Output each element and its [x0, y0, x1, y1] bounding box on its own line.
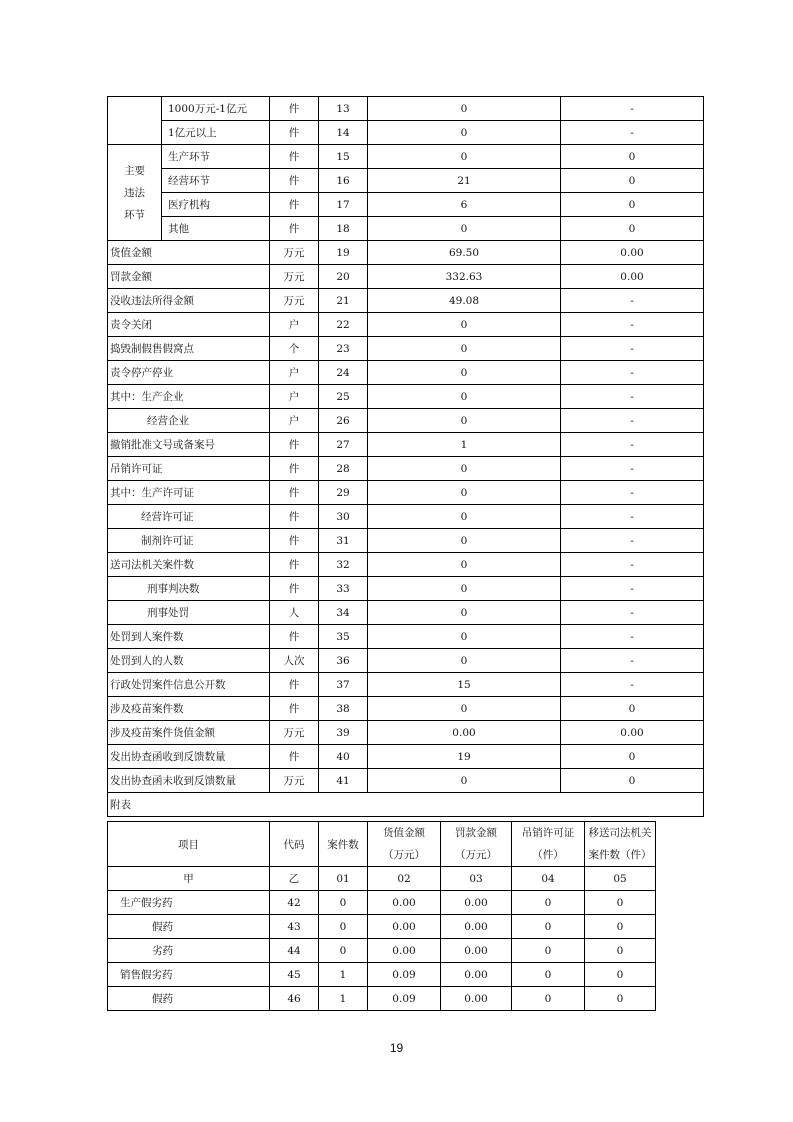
- value-cell: -: [561, 457, 704, 481]
- cases-cell: 1: [319, 987, 368, 1011]
- group-label-line: 违法: [124, 186, 145, 199]
- value-cell: 0: [368, 457, 561, 481]
- value-cell: 0: [561, 169, 704, 193]
- judicial-cell: 0: [585, 915, 656, 939]
- item-label: 其他: [162, 217, 270, 241]
- item-label: 生产环节: [162, 145, 270, 169]
- item-label: 经营企业: [108, 409, 270, 433]
- main-statistics-table: [107, 96, 704, 817]
- item-label: 1000万元-1亿元: [162, 97, 270, 121]
- item-label: 经营许可证: [108, 505, 270, 529]
- unit-cell: 件: [270, 97, 319, 121]
- code-cell: 14: [319, 121, 368, 145]
- value-cell: 0: [368, 577, 561, 601]
- item-label: 送司法机关案件数: [108, 553, 270, 577]
- code-cell: 37: [319, 673, 368, 697]
- unit-cell: 件: [270, 121, 319, 145]
- item-label: 责令关闭: [108, 313, 270, 337]
- header-revoke: [512, 822, 585, 867]
- revoke-cell: 0: [512, 987, 585, 1011]
- value-cell: 0: [561, 145, 704, 169]
- unit-cell: 件: [270, 673, 319, 697]
- code-row-cell: 03: [441, 867, 512, 891]
- cases-cell: 0: [319, 939, 368, 963]
- header-line: 移送司法机关: [588, 827, 652, 839]
- item-label: 假药: [108, 915, 270, 939]
- table-row: [108, 601, 704, 625]
- unit-cell: 万元: [270, 289, 319, 313]
- unit-cell: 件: [270, 745, 319, 769]
- unit-cell: 件: [270, 505, 319, 529]
- value-cell: -: [561, 337, 704, 361]
- code-cell: 41: [319, 769, 368, 793]
- unit-cell: 人: [270, 601, 319, 625]
- goods-cell: 0.00: [368, 939, 441, 963]
- goods-cell: 0.00: [368, 915, 441, 939]
- value-cell: 0: [368, 361, 561, 385]
- unit-cell: 户: [270, 385, 319, 409]
- code-cell: 29: [319, 481, 368, 505]
- code-cell: 26: [319, 409, 368, 433]
- item-label: 1亿元以上: [162, 121, 270, 145]
- table-row: [108, 697, 704, 721]
- value-cell: -: [561, 577, 704, 601]
- fine-cell: 0.00: [441, 915, 512, 939]
- value-cell: 0: [368, 553, 561, 577]
- table-row: [108, 963, 656, 987]
- item-label: 责令停产停业: [108, 361, 270, 385]
- cases-cell: 0: [319, 891, 368, 915]
- value-cell: 0: [368, 409, 561, 433]
- unit-cell: 件: [270, 217, 319, 241]
- header-line: 吊销许可证: [521, 827, 575, 839]
- value-cell: 0: [368, 121, 561, 145]
- header-line: （万元）: [455, 849, 497, 861]
- unit-cell: 户: [270, 313, 319, 337]
- code-cell: 16: [319, 169, 368, 193]
- code-cell: 42: [270, 891, 319, 915]
- item-label: 其中：生产企业: [108, 385, 270, 409]
- judicial-cell: 0: [585, 939, 656, 963]
- unit-cell: 户: [270, 409, 319, 433]
- value-cell: 0.00: [561, 241, 704, 265]
- header-line: （万元）: [383, 849, 425, 861]
- value-cell: -: [561, 529, 704, 553]
- value-cell: 19: [368, 745, 561, 769]
- unit-cell: 件: [270, 433, 319, 457]
- item-label: 发出协查函收到反馈数量: [108, 745, 270, 769]
- unit-cell: 件: [270, 697, 319, 721]
- judicial-cell: 0: [585, 891, 656, 915]
- value-cell: 0: [368, 97, 561, 121]
- code-cell: 32: [319, 553, 368, 577]
- code-cell: 33: [319, 577, 368, 601]
- table-row: [108, 577, 704, 601]
- value-cell: -: [561, 505, 704, 529]
- table-row: [108, 769, 704, 793]
- item-label: 销售假劣药: [108, 963, 270, 987]
- table-row: [108, 457, 704, 481]
- value-cell: -: [561, 289, 704, 313]
- code-cell: 19: [319, 241, 368, 265]
- group-label-line: 环节: [124, 208, 145, 221]
- item-label: 货值金额: [108, 241, 270, 265]
- cases-cell: 1: [319, 963, 368, 987]
- value-cell: 0.00: [561, 721, 704, 745]
- item-label: 没收违法所得金额: [108, 289, 270, 313]
- code-cell: 24: [319, 361, 368, 385]
- fine-cell: 0.00: [441, 987, 512, 1011]
- code-row-cell: 05: [585, 867, 656, 891]
- unit-cell: 件: [270, 481, 319, 505]
- value-cell: 0: [368, 337, 561, 361]
- unit-cell: 万元: [270, 769, 319, 793]
- item-label: 涉及疫苗案件货值金额: [108, 721, 270, 745]
- value-cell: -: [561, 553, 704, 577]
- code-cell: 13: [319, 97, 368, 121]
- unit-cell: 件: [270, 145, 319, 169]
- revoke-cell: 0: [512, 939, 585, 963]
- item-label: 行政处罚案件信息公开数: [108, 673, 270, 697]
- value-cell: 21: [368, 169, 561, 193]
- value-cell: 0.00: [561, 265, 704, 289]
- code-cell: 22: [319, 313, 368, 337]
- value-cell: 0: [368, 769, 561, 793]
- item-label: 涉及疫苗案件数: [108, 697, 270, 721]
- value-cell: 0: [368, 529, 561, 553]
- header-judicial: [585, 822, 656, 867]
- table-row: [108, 361, 704, 385]
- code-cell: 27: [319, 433, 368, 457]
- goods-cell: 0.00: [368, 891, 441, 915]
- table-row: [108, 385, 704, 409]
- item-label: 假药: [108, 987, 270, 1011]
- header-line: 货值金额: [383, 827, 425, 839]
- unit-cell: 件: [270, 625, 319, 649]
- table-row: [108, 625, 704, 649]
- code-cell: 35: [319, 625, 368, 649]
- value-cell: 0: [561, 769, 704, 793]
- item-label: 罚款金额: [108, 265, 270, 289]
- value-cell: 0: [368, 697, 561, 721]
- value-cell: 0: [368, 649, 561, 673]
- item-label: 医疗机构: [162, 193, 270, 217]
- value-cell: -: [561, 97, 704, 121]
- header-line: （件）: [532, 849, 564, 861]
- table-row: [108, 241, 704, 265]
- value-cell: 0: [561, 697, 704, 721]
- item-label: 发出协查函未收到反馈数量: [108, 769, 270, 793]
- table-row: [108, 649, 704, 673]
- item-label: 捣毁制假售假窝点: [108, 337, 270, 361]
- page-number: 19: [389, 1041, 404, 1055]
- value-cell: 69.50: [368, 241, 561, 265]
- value-cell: 0: [561, 193, 704, 217]
- value-cell: -: [561, 625, 704, 649]
- value-cell: -: [561, 649, 704, 673]
- value-cell: -: [561, 433, 704, 457]
- value-cell: 0: [368, 217, 561, 241]
- cases-cell: 0: [319, 915, 368, 939]
- code-cell: 23: [319, 337, 368, 361]
- code-cell: 17: [319, 193, 368, 217]
- value-cell: -: [561, 673, 704, 697]
- value-cell: 0: [368, 145, 561, 169]
- unit-cell: 户: [270, 361, 319, 385]
- value-cell: 15: [368, 673, 561, 697]
- item-label: 处罚到人案件数: [108, 625, 270, 649]
- annex-label-row: [108, 793, 704, 817]
- group-label-line: 主要: [124, 164, 145, 177]
- table-row: [108, 265, 704, 289]
- table-row: [108, 121, 704, 145]
- header-line: 罚款金额: [455, 827, 497, 839]
- code-cell: 21: [319, 289, 368, 313]
- table-row: [108, 673, 704, 697]
- value-cell: 0: [368, 505, 561, 529]
- code-cell: 31: [319, 529, 368, 553]
- value-cell: -: [561, 361, 704, 385]
- header-goods-value: [368, 822, 441, 867]
- value-cell: 0: [368, 601, 561, 625]
- table-row: [108, 193, 704, 217]
- header-line: 案件数（件）: [588, 849, 652, 861]
- table-row: [108, 505, 704, 529]
- value-cell: 49.08: [368, 289, 561, 313]
- unit-cell: 人次: [270, 649, 319, 673]
- item-label: 撤销批准文号或备案号: [108, 433, 270, 457]
- header-code: 代码: [270, 822, 319, 867]
- code-row-cell: 01: [319, 867, 368, 891]
- group-label-empty: [108, 97, 162, 145]
- table-row: [108, 337, 704, 361]
- header-fine: [441, 822, 512, 867]
- item-label: 吊销许可证: [108, 457, 270, 481]
- unit-cell: 件: [270, 577, 319, 601]
- revoke-cell: 0: [512, 915, 585, 939]
- value-cell: 332.63: [368, 265, 561, 289]
- value-cell: 0: [368, 385, 561, 409]
- judicial-cell: 0: [585, 963, 656, 987]
- table-row: [108, 553, 704, 577]
- value-cell: -: [561, 601, 704, 625]
- revoke-cell: 0: [512, 963, 585, 987]
- code-cell: 28: [319, 457, 368, 481]
- code-cell: 40: [319, 745, 368, 769]
- header-row: [108, 822, 656, 867]
- unit-cell: 个: [270, 337, 319, 361]
- table-row: [108, 313, 704, 337]
- table-row: [108, 745, 704, 769]
- table-row: [108, 433, 704, 457]
- code-cell: 39: [319, 721, 368, 745]
- code-cell: 18: [319, 217, 368, 241]
- table-row: [108, 409, 704, 433]
- value-cell: 0: [368, 313, 561, 337]
- table-row: [108, 721, 704, 745]
- code-row-cell: 甲: [108, 867, 270, 891]
- unit-cell: 件: [270, 169, 319, 193]
- code-cell: 44: [270, 939, 319, 963]
- value-cell: -: [561, 481, 704, 505]
- table-row: [108, 97, 704, 121]
- item-label: 劣药: [108, 939, 270, 963]
- unit-cell: 件: [270, 457, 319, 481]
- unit-cell: 万元: [270, 265, 319, 289]
- table-row: [108, 987, 656, 1011]
- code-cell: 20: [319, 265, 368, 289]
- table-row: [108, 529, 704, 553]
- item-label: 制剂许可证: [108, 529, 270, 553]
- unit-cell: 件: [270, 193, 319, 217]
- table-row: [108, 145, 704, 169]
- judicial-cell: 0: [585, 987, 656, 1011]
- code-row-cell: 04: [512, 867, 585, 891]
- item-label: 处罚到人的人数: [108, 649, 270, 673]
- value-cell: -: [561, 121, 704, 145]
- table-row: [108, 915, 656, 939]
- revoke-cell: 0: [512, 891, 585, 915]
- item-label: 生产假劣药: [108, 891, 270, 915]
- code-cell: 43: [270, 915, 319, 939]
- value-cell: 1: [368, 433, 561, 457]
- value-cell: 0: [368, 625, 561, 649]
- code-row-cell: 乙: [270, 867, 319, 891]
- code-cell: 25: [319, 385, 368, 409]
- value-cell: 0: [368, 481, 561, 505]
- table-row: [108, 217, 704, 241]
- item-label: 其中：生产许可证: [108, 481, 270, 505]
- table-row: [108, 939, 656, 963]
- item-label: 刑事判决数: [108, 577, 270, 601]
- code-cell: 15: [319, 145, 368, 169]
- fine-cell: 0.00: [441, 963, 512, 987]
- header-cases: 案件数: [319, 822, 368, 867]
- code-cell: 38: [319, 697, 368, 721]
- code-cell: 30: [319, 505, 368, 529]
- table-row: [108, 289, 704, 313]
- item-label: 经营环节: [162, 169, 270, 193]
- table-row: [108, 891, 656, 915]
- fine-cell: 0.00: [441, 939, 512, 963]
- goods-cell: 0.09: [368, 987, 441, 1011]
- value-cell: -: [561, 313, 704, 337]
- value-cell: 6: [368, 193, 561, 217]
- unit-cell: 件: [270, 529, 319, 553]
- unit-cell: 万元: [270, 721, 319, 745]
- header-item: 项目: [108, 822, 270, 867]
- unit-cell: 万元: [270, 241, 319, 265]
- fine-cell: 0.00: [441, 891, 512, 915]
- code-cell: 46: [270, 987, 319, 1011]
- annex-label: 附表: [108, 793, 704, 817]
- code-cell: 36: [319, 649, 368, 673]
- value-cell: -: [561, 409, 704, 433]
- item-label: 刑事处罚: [108, 601, 270, 625]
- unit-cell: 件: [270, 553, 319, 577]
- annex-table: [107, 821, 656, 1011]
- goods-cell: 0.09: [368, 963, 441, 987]
- code-row-cell: 02: [368, 867, 441, 891]
- code-cell: 45: [270, 963, 319, 987]
- value-cell: 0: [561, 217, 704, 241]
- group-label-main-stage: [108, 145, 162, 241]
- value-cell: -: [561, 385, 704, 409]
- code-row: [108, 867, 656, 891]
- table-row: [108, 481, 704, 505]
- code-cell: 34: [319, 601, 368, 625]
- value-cell: 0.00: [368, 721, 561, 745]
- table-row: [108, 169, 704, 193]
- value-cell: 0: [561, 745, 704, 769]
